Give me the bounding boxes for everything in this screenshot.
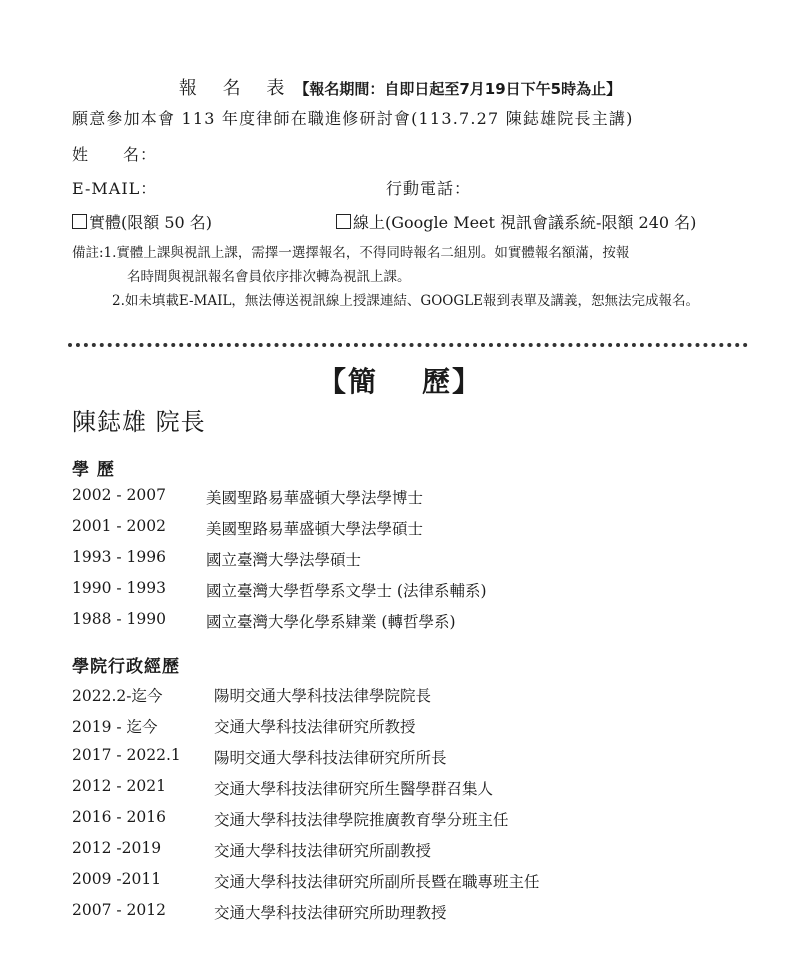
- section-divider: [68, 343, 748, 347]
- note-line-1: 備註:1.實體上課與視訊上課，需擇一選擇報名，不得同時報名二組別。如實體報名額滿，按報: [72, 245, 630, 261]
- registration-period: 【報名期間：自即日起至7月19日下午5時為止】: [294, 80, 622, 98]
- physical-checkbox[interactable]: [72, 214, 87, 229]
- education-years: 1988 - 1990: [72, 610, 166, 628]
- education-desc: 國立臺灣大學化學系肄業 (轉哲學系): [206, 613, 456, 631]
- resume-title: [0, 360, 800, 400]
- person-name: 陳鋕雄 院長: [72, 408, 206, 436]
- admin-years: 2019 - 迄今: [72, 718, 158, 736]
- option-physical-label: 實體(限額 50 名): [89, 213, 213, 232]
- admin-row: [72, 684, 432, 706]
- admin-years: 2012 -2019: [72, 839, 162, 857]
- education-row: [72, 517, 424, 538]
- admin-row: [72, 808, 509, 829]
- admin-years: 2012 - 2021: [72, 777, 166, 795]
- education-desc: 美國聖路易華盛頓大學法學碩士: [206, 520, 424, 538]
- admin-desc: 交通大學科技法律學院推廣教育學分班主任: [214, 811, 509, 829]
- admin-row: [72, 901, 447, 922]
- admin-desc: 交通大學科技法律研究所副教授: [214, 842, 432, 860]
- resume-title-left: 【簡: [317, 365, 378, 398]
- admin-row: [72, 870, 540, 891]
- admin-years: 2017 - 2022.1: [72, 746, 181, 764]
- admin-heading: 學院行政經歷: [72, 657, 180, 677]
- admin-desc: 陽明交通大學科技法律研究所所長: [214, 749, 447, 767]
- note-line-2: 名時間與視訊報名會員依序排次轉為視訊上課。: [127, 269, 411, 285]
- education-row: [72, 579, 487, 600]
- admin-years: 2009 -2011: [72, 870, 162, 888]
- resume-title-right: 歷】: [422, 365, 483, 398]
- education-heading: 學 歷: [72, 460, 115, 480]
- education-desc: 國立臺灣大學法學碩士: [206, 551, 362, 569]
- admin-years: 2007 - 2012: [72, 901, 166, 919]
- form-title-word: 報 名 表: [178, 78, 295, 99]
- admin-desc: 交通大學科技法律研究所副所長暨在職專班主任: [214, 873, 540, 891]
- email-field-label: E-MAIL：: [72, 179, 158, 198]
- education-desc: 美國聖路易華盛頓大學法學博士: [206, 489, 424, 507]
- admin-desc: 交通大學科技法律研究所教授: [214, 718, 416, 736]
- education-desc: 國立臺灣大學哲學系文學士 (法律系輔系): [206, 582, 487, 600]
- education-row: [72, 548, 362, 569]
- education-years: 2002 - 2007: [72, 486, 166, 504]
- admin-row: [72, 715, 416, 737]
- education-years: 1990 - 1993: [72, 579, 166, 597]
- admin-desc: 陽明交通大學科技法律學院院長: [214, 687, 432, 705]
- admin-desc: 交通大學科技法律研究所生醫學群召集人: [214, 780, 494, 798]
- admin-row: [72, 746, 447, 767]
- note-line-3: 2.如未填載E-MAIL，無法傳送視訊線上授課連結、GOOGLE報到表單及講義，恕無法完成報名。: [112, 293, 699, 309]
- education-row: [72, 610, 456, 631]
- form-intro: 願意參加本會 113 年度律師在職進修研討會(113.7.27 陳鋕雄院長主講): [72, 109, 634, 128]
- admin-years: 2022.2-迄今: [72, 687, 163, 705]
- option-online: [336, 210, 696, 233]
- education-years: 1993 - 1996: [72, 548, 166, 566]
- name-field-label: 姓 名：: [72, 145, 158, 164]
- form-title: [0, 74, 800, 100]
- option-physical: [72, 210, 212, 233]
- option-online-label: 線上(Google Meet 視訊會議系統-限額 240 名): [353, 213, 697, 232]
- education-years: 2001 - 2002: [72, 517, 166, 535]
- phone-field-label: 行動電話：: [386, 179, 472, 198]
- admin-years: 2016 - 2016: [72, 808, 166, 826]
- admin-row: [72, 777, 494, 798]
- education-row: [72, 486, 424, 507]
- admin-row: [72, 839, 432, 860]
- online-checkbox[interactable]: [336, 214, 351, 229]
- admin-desc: 交通大學科技法律研究所助理教授: [214, 904, 447, 922]
